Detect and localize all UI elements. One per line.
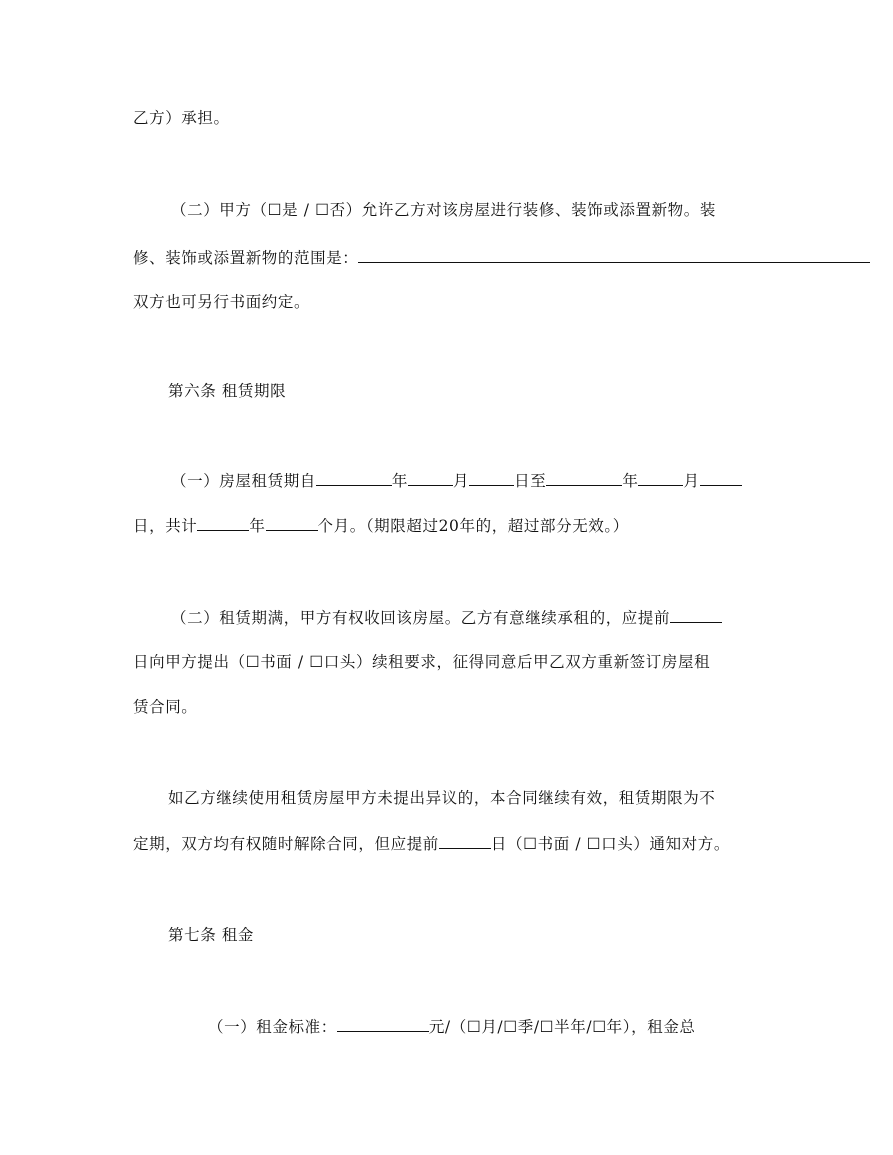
text: （一）租金标准： (208, 1018, 337, 1036)
fill-blank[interactable] (700, 470, 742, 486)
text: 第七条 租金 (168, 926, 255, 944)
text: 日至 (514, 472, 547, 490)
text: （二）甲方（☐是 / ☐否）允许乙方对该房屋进行装修、装饰或添置新物。装 (171, 201, 716, 219)
fill-blank[interactable] (358, 247, 870, 263)
text: 年 (622, 472, 639, 490)
fill-blank[interactable] (316, 470, 392, 486)
section-heading (168, 381, 286, 401)
text: 乙方）承担。 (133, 109, 230, 127)
text: 双方也可另行书面约定。 (133, 293, 311, 311)
fill-blank[interactable] (670, 607, 722, 623)
paragraph-line (168, 788, 715, 808)
text: 日，共计 (133, 517, 198, 535)
fill-blank[interactable] (197, 515, 249, 531)
text: 年 (249, 517, 266, 535)
text: 元/（☐月/☐季/☐半年/☐年），租金总 (428, 1018, 696, 1036)
section-heading (168, 925, 254, 945)
paragraph-line (133, 515, 629, 536)
fill-blank[interactable] (638, 470, 683, 486)
fill-blank[interactable] (266, 515, 318, 531)
paragraph-line (133, 292, 310, 312)
paragraph-line (171, 470, 742, 491)
fill-blank[interactable] (408, 470, 453, 486)
text: 如乙方继续使用租赁房屋甲方未提出异议的，本合同继续有效，租赁期限为不 (168, 789, 716, 807)
text: 月 (453, 472, 470, 490)
paragraph-line (133, 108, 230, 128)
fill-blank[interactable] (469, 470, 514, 486)
paragraph-line (133, 247, 870, 268)
paragraph-line (133, 697, 197, 717)
paragraph-line (171, 200, 716, 220)
text: 年 (391, 472, 409, 490)
fill-blank[interactable] (337, 1016, 429, 1032)
text: 定期，双方均有权随时解除合同，但应提前 (133, 835, 439, 853)
fill-blank[interactable] (439, 833, 491, 849)
paragraph-line (208, 1016, 696, 1037)
text: 日向甲方提出（☐书面 / ☐口头）续租要求，征得同意后甲乙双方重新签订房屋租 (133, 653, 711, 671)
paragraph-line (133, 833, 730, 854)
text: 月 (683, 472, 700, 490)
text: 修、装饰或添置新物的范围是： (133, 249, 359, 267)
text: （一）房屋租赁期自 (171, 472, 316, 490)
text: 日（☐书面 / ☐口头）通知对方。 (490, 835, 730, 853)
text: 第六条 租赁期限 (168, 382, 287, 400)
paragraph-line (171, 607, 722, 628)
fill-blank[interactable] (546, 470, 622, 486)
text: （二）租赁期满，甲方有权收回该房屋。乙方有意继续承租的，应提前 (171, 609, 671, 627)
text: 个月。（期限超过20年的，超过部分无效。） (317, 517, 629, 535)
paragraph-line (133, 652, 710, 672)
text: 赁合同。 (133, 698, 198, 716)
